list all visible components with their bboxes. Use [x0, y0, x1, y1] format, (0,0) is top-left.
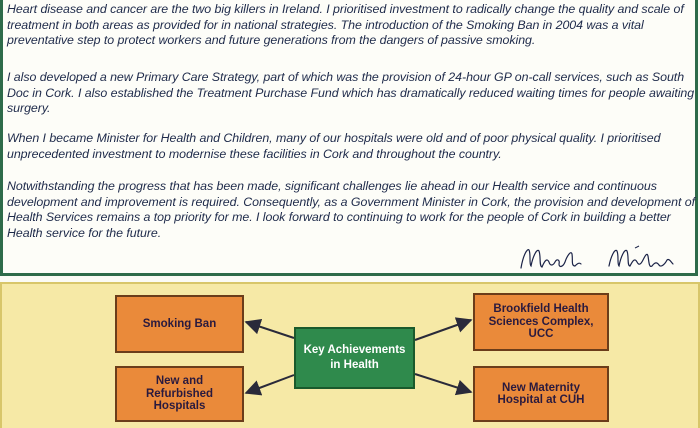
signature [515, 242, 685, 276]
key-achievements-box [294, 327, 415, 389]
hospitals-box [115, 366, 244, 422]
maternity-box [473, 366, 609, 422]
smoking-ban-label: Smoking Ban [142, 317, 217, 330]
paragraph-primary-care: I also developed a new Primary Care Strategy, part of which was the provision of 24-hour GP on-call services, such as South Doc in Cork. I also established the Treatment Purchase Fund which has dramatically reduced waiting times for people awaiting surgery. [7, 70, 695, 115]
hospitals-label: New and Refurbished Hospitals [145, 375, 214, 413]
maternity-label: New Maternity Hospital at CUH [497, 381, 585, 406]
paragraph-hospitals: When I became Minister for Health and Children, many of our hospitals were old and of poor physical quality. I prioritised unprecedented investment to modernise these facilities in Cork and throughout the country. [7, 131, 661, 161]
paragraph-challenges: Notwithstanding the progress that has been made, significant challenges lie ahead in our Health service and continuous development and improvement is required. Consequently, as a Government Minister in Cork, the provision and development of Health Services remains a top priority for me. I look forward to continuing to work for the people of Cork in building a better Health service for the future. [7, 179, 695, 240]
key-achievements-label: Key Achievements in Health [303, 344, 406, 371]
smoking-ban-box [115, 295, 244, 353]
brookfield-box [473, 293, 609, 351]
brookfield-label: Brookfield Health Sciences Complex, UCC [488, 303, 594, 341]
paragraph-heart-disease: Heart disease and cancer are the two big killers in Ireland. I prioritised investment to radically change the quality and scale of treatment in both areas as provided for in national strategies. The introduction of the Smoking Ban in 2004 was a vital preventative step to protect workers and future generations from the dangers of passive smoking. [7, 2, 684, 47]
